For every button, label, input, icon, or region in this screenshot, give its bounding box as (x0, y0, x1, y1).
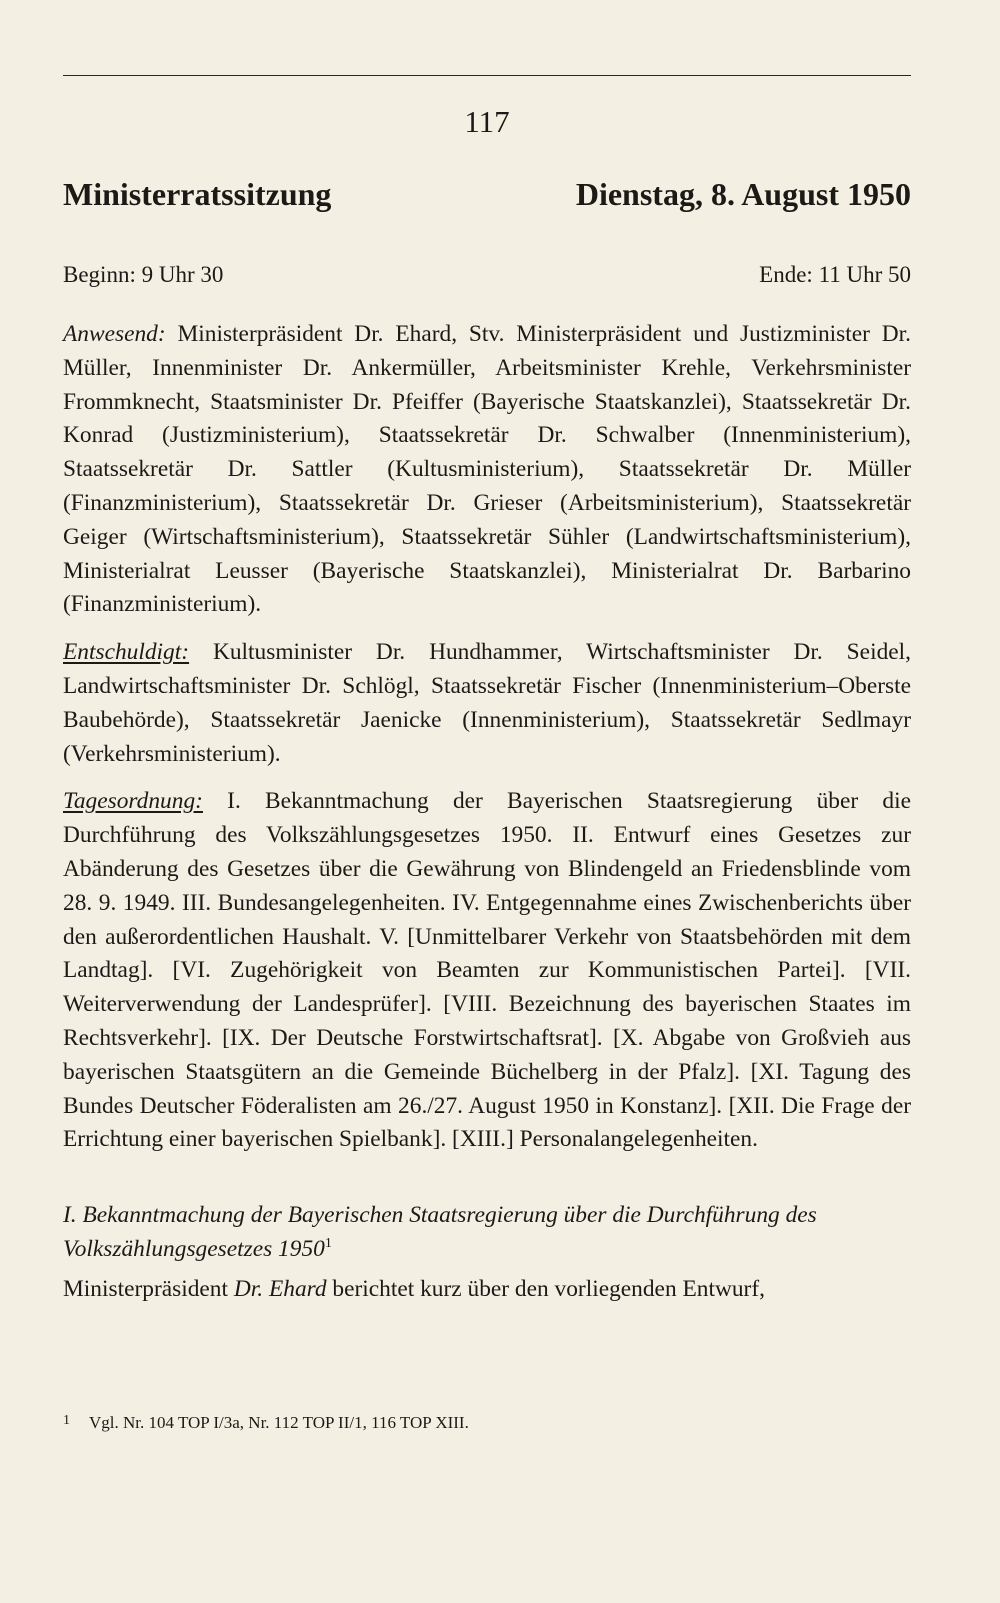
document-page (63, 0, 911, 1603)
section-heading (63, 1199, 911, 1267)
end-time: Ende: 11 Uhr 50 (759, 262, 911, 287)
agenda-label: Tagesordnung: (63, 788, 203, 815)
footnote-mark: 1 (63, 1413, 70, 1428)
agenda-text: I. Bekanntmachung der Bayerischen Staatsregierung über die Durchführung des Volkszählungsgesetzes 1950. II. Entwurf eines Gesetzes zur Abänderung des Gesetzes über die Gewährung von Blindengeld an Friedensblinde vom 28. 9. 1949. III. Bundesangelegenheiten. IV. Entgegennahme eines Zwischenberichts über den außerordentlichen Haushalt. V. [Unmittelbarer Verkehr von Staatsbehörden mit dem Landtag]. [VI. Zugehörigkeit von Beamten zur Kommunistischen Partei]. [VII. Weiterverwendung der Landesprüfer]. [VIII. Bezeichnung des bayerischen Staates im Rechtsverkehr]. [IX. Der Deutsche Forstwirtschaftsrat]. [X. Abgabe von Großvieh aus bayerischen Staatsgütern an die Gemeinde Büchelberg in der Pfalz]. [XI. Tagung des Bundes Deutscher Föderalisten am 26./27. August 1950 in Konstanz]. [XII. Die Frage der Errichtung einer bayerischen Spielbank]. [XIII.] Personalangelegenheiten. (63, 788, 911, 1153)
footnote-reference: 1 (324, 1236, 332, 1252)
header-rule (63, 75, 911, 76)
attendees-text: Ministerpräsident Dr. Ehard, Stv. Ministerpräsident und Justizminister Dr. Müller, Innenminister Dr. Ankermüller, Arbeitsminister Krehle, Verkehrsminister Frommknecht, Staatsminister Dr. Pfeiffer (Bayerische Staatskanzlei), Staatssekretär Dr. Konrad (Justizministerium), Staatssekretär Dr. Schwalber (Innenministerium), Staatssekretär Dr. Sattler (Kultusministerium), Staatssekretär Dr. Müller (Finanzministerium), Staatssekretär Dr. Grieser (Arbeitsministerium), Staatssekretär Geiger (Wirtschaftsministerium), Staatssekretär Sühler (Landwirtschaftsministerium), Ministerialrat Leusser (Bayerische Staatskanzlei), Ministerialrat Dr. Barbarino (Finanzministerium). (63, 321, 911, 618)
footnote-text: Vgl. Nr. 104 TOP I/3a, Nr. 112 TOP II/1, 116 TOP XIII. (89, 1413, 469, 1432)
attendees-paragraph (63, 318, 911, 622)
page-number: 117 (464, 104, 510, 139)
speaker-name: Dr. Ehard (233, 1275, 327, 1302)
section-heading-text: I. Bekanntmachung der Bayerischen Staatsregierung über die Durchführung des Volkszählungsgesetzes 1950 (63, 1202, 817, 1262)
attendees-label: Anwesend: (63, 321, 166, 347)
section-text-before: Ministerpräsident (63, 1275, 234, 1302)
section-text-after: berichtet kurz über den vorliegenden Entwurf, (326, 1275, 765, 1302)
agenda-paragraph (63, 785, 911, 1157)
start-time: Beginn: 9 Uhr 30 (63, 262, 224, 287)
section-paragraph (63, 1273, 911, 1307)
footnote (63, 1412, 911, 1434)
session-date: Dienstag, 8. August 1950 (575, 176, 911, 212)
document-body (63, 318, 911, 1321)
excused-paragraph (63, 636, 911, 771)
session-times (63, 260, 911, 290)
excused-text: Kultusminister Dr. Hundhammer, Wirtschaftsminister Dr. Seidel, Landwirtschaftsminister Dr. Schlögl, Staatssekretär Fischer (Innenministerium–Oberste Baubehörde), Staatssekretär Jaenicke (Innenministerium), Staatssekretär Sedlmayr (Verkehrsministerium). (63, 639, 911, 767)
excused-label: Entschuldigt: (63, 639, 190, 666)
session-title: Ministerratssitzung (63, 176, 332, 212)
session-header (63, 174, 911, 214)
